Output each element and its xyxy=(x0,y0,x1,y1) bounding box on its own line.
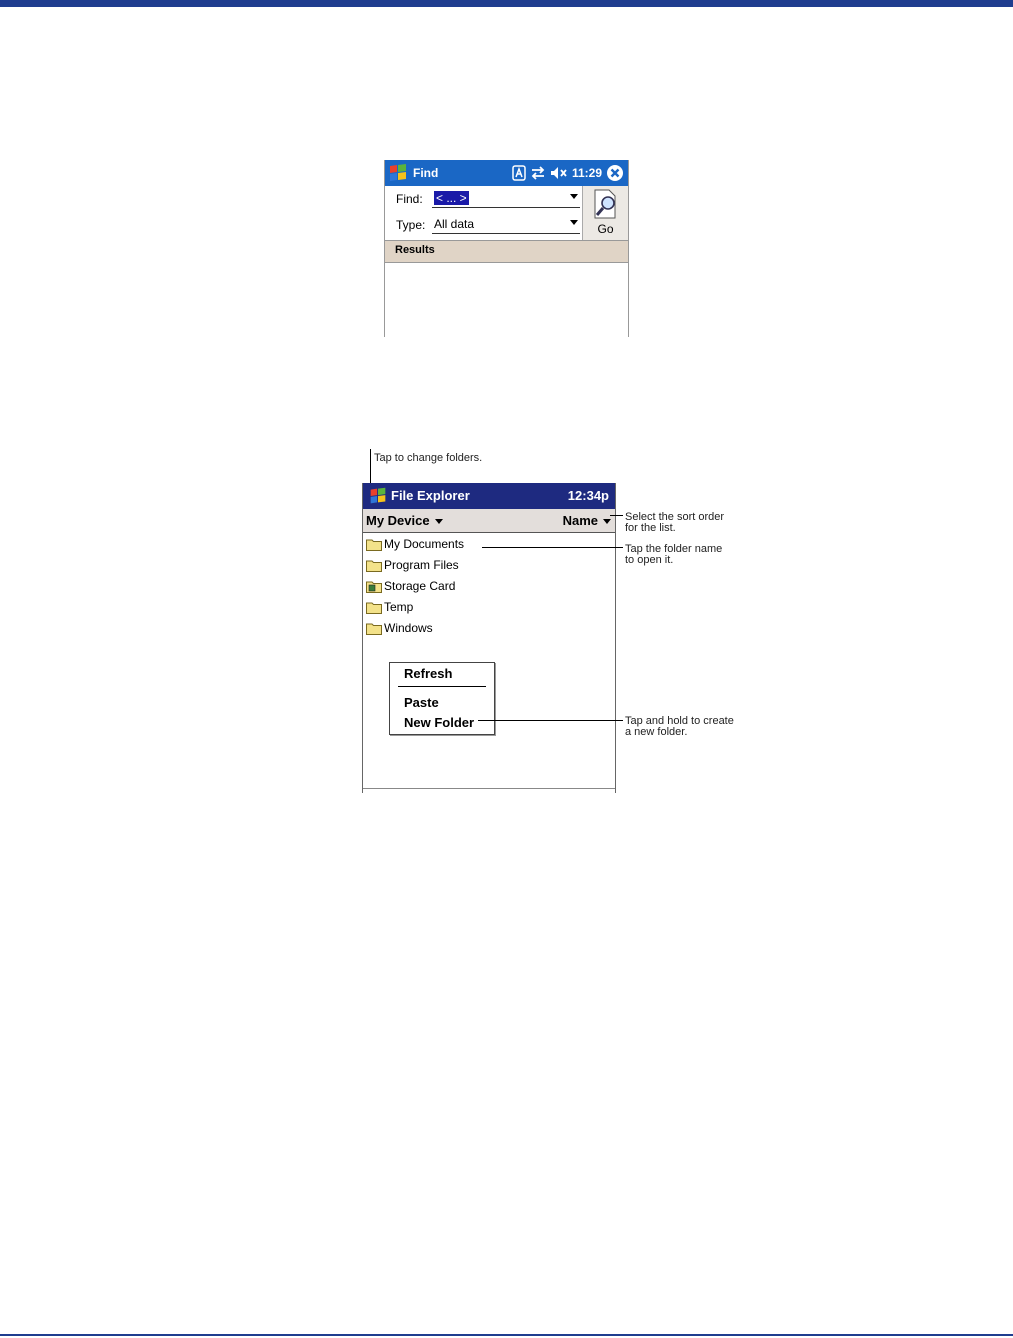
go-button[interactable] xyxy=(582,186,628,240)
find-combo-value[interactable]: < ... > xyxy=(436,191,467,205)
windows-start-icon[interactable] xyxy=(367,485,389,507)
find-field-label: Find: xyxy=(396,192,423,206)
list-item-my-documents[interactable] xyxy=(366,535,464,553)
chevron-down-icon[interactable] xyxy=(435,519,443,524)
storage-card-icon xyxy=(366,580,382,593)
magnifier-icon xyxy=(591,188,621,220)
menu-item-new-folder[interactable]: New Folder xyxy=(404,715,475,730)
connectivity-icon[interactable] xyxy=(530,166,546,180)
list-item-label[interactable]: My Documents xyxy=(384,537,465,551)
results-header xyxy=(385,240,628,263)
leader-line-open-folder xyxy=(482,547,623,548)
results-label: Results xyxy=(395,244,435,256)
sort-picker[interactable] xyxy=(563,513,611,528)
status-area xyxy=(512,160,628,186)
callout-sort-order-line2: for the list. xyxy=(625,522,676,534)
list-item-label[interactable]: Windows xyxy=(384,621,433,635)
explorer-clock[interactable]: 12:34p xyxy=(567,488,609,503)
menu-separator xyxy=(398,686,486,687)
type-combo[interactable] xyxy=(432,215,580,234)
callout-sort-order-line1: Select the sort order xyxy=(625,511,725,523)
list-item-label[interactable]: Storage Card xyxy=(384,579,456,593)
callout-new-folder-line1: Tap and hold to create xyxy=(625,715,734,727)
find-titlebar xyxy=(385,160,628,186)
input-mode-icon[interactable] xyxy=(512,165,526,181)
type-field-label: Type: xyxy=(396,218,426,232)
leader-line-sort xyxy=(610,515,623,516)
leader-line-new-folder xyxy=(478,720,623,721)
context-menu xyxy=(389,662,495,735)
list-item-storage-card[interactable] xyxy=(366,577,455,595)
go-button-label: Go xyxy=(597,222,614,236)
folder-icon xyxy=(366,538,382,551)
sort-picker-label[interactable]: Name xyxy=(562,513,598,528)
speaker-muted-icon[interactable] xyxy=(550,166,568,180)
folder-icon xyxy=(366,622,382,635)
chevron-down-icon[interactable] xyxy=(570,220,578,225)
find-title: Find xyxy=(413,166,439,180)
windows-start-icon[interactable] xyxy=(386,161,410,185)
type-combo-value[interactable]: All data xyxy=(434,217,475,231)
callout-new-folder-line2: a new folder. xyxy=(625,726,688,738)
page-top-rule xyxy=(0,0,1013,7)
folder-icon xyxy=(366,559,382,572)
list-item-label[interactable]: Temp xyxy=(384,600,414,614)
explorer-bottom-rule xyxy=(363,788,615,789)
explorer-title: File Explorer xyxy=(391,488,470,503)
callout-change-folders: Tap to change folders. xyxy=(374,452,483,464)
list-item-label[interactable]: Program Files xyxy=(384,558,459,572)
list-item-temp[interactable] xyxy=(366,598,413,616)
menu-item-paste[interactable]: Paste xyxy=(404,695,439,710)
chevron-down-icon[interactable] xyxy=(570,194,578,199)
page-bottom-rule xyxy=(0,1334,1013,1336)
explorer-navbar xyxy=(363,509,615,533)
folder-picker[interactable] xyxy=(366,513,443,528)
explorer-titlebar xyxy=(363,483,615,509)
callout-open-folder-line1: Tap the folder name xyxy=(625,543,723,555)
chevron-down-icon[interactable] xyxy=(603,519,611,524)
menu-item-refresh[interactable]: Refresh xyxy=(404,666,453,681)
list-item-windows[interactable] xyxy=(366,619,433,637)
file-explorer-window xyxy=(362,483,616,793)
find-combo[interactable] xyxy=(432,189,580,208)
find-clock[interactable]: 11:29 xyxy=(571,166,602,180)
folder-icon xyxy=(366,601,382,614)
close-icon[interactable] xyxy=(606,164,624,182)
list-item-program-files[interactable] xyxy=(366,556,459,574)
folder-picker-label[interactable]: My Device xyxy=(366,513,430,528)
find-window xyxy=(384,160,629,337)
callout-open-folder-line2: to open it. xyxy=(625,554,674,566)
